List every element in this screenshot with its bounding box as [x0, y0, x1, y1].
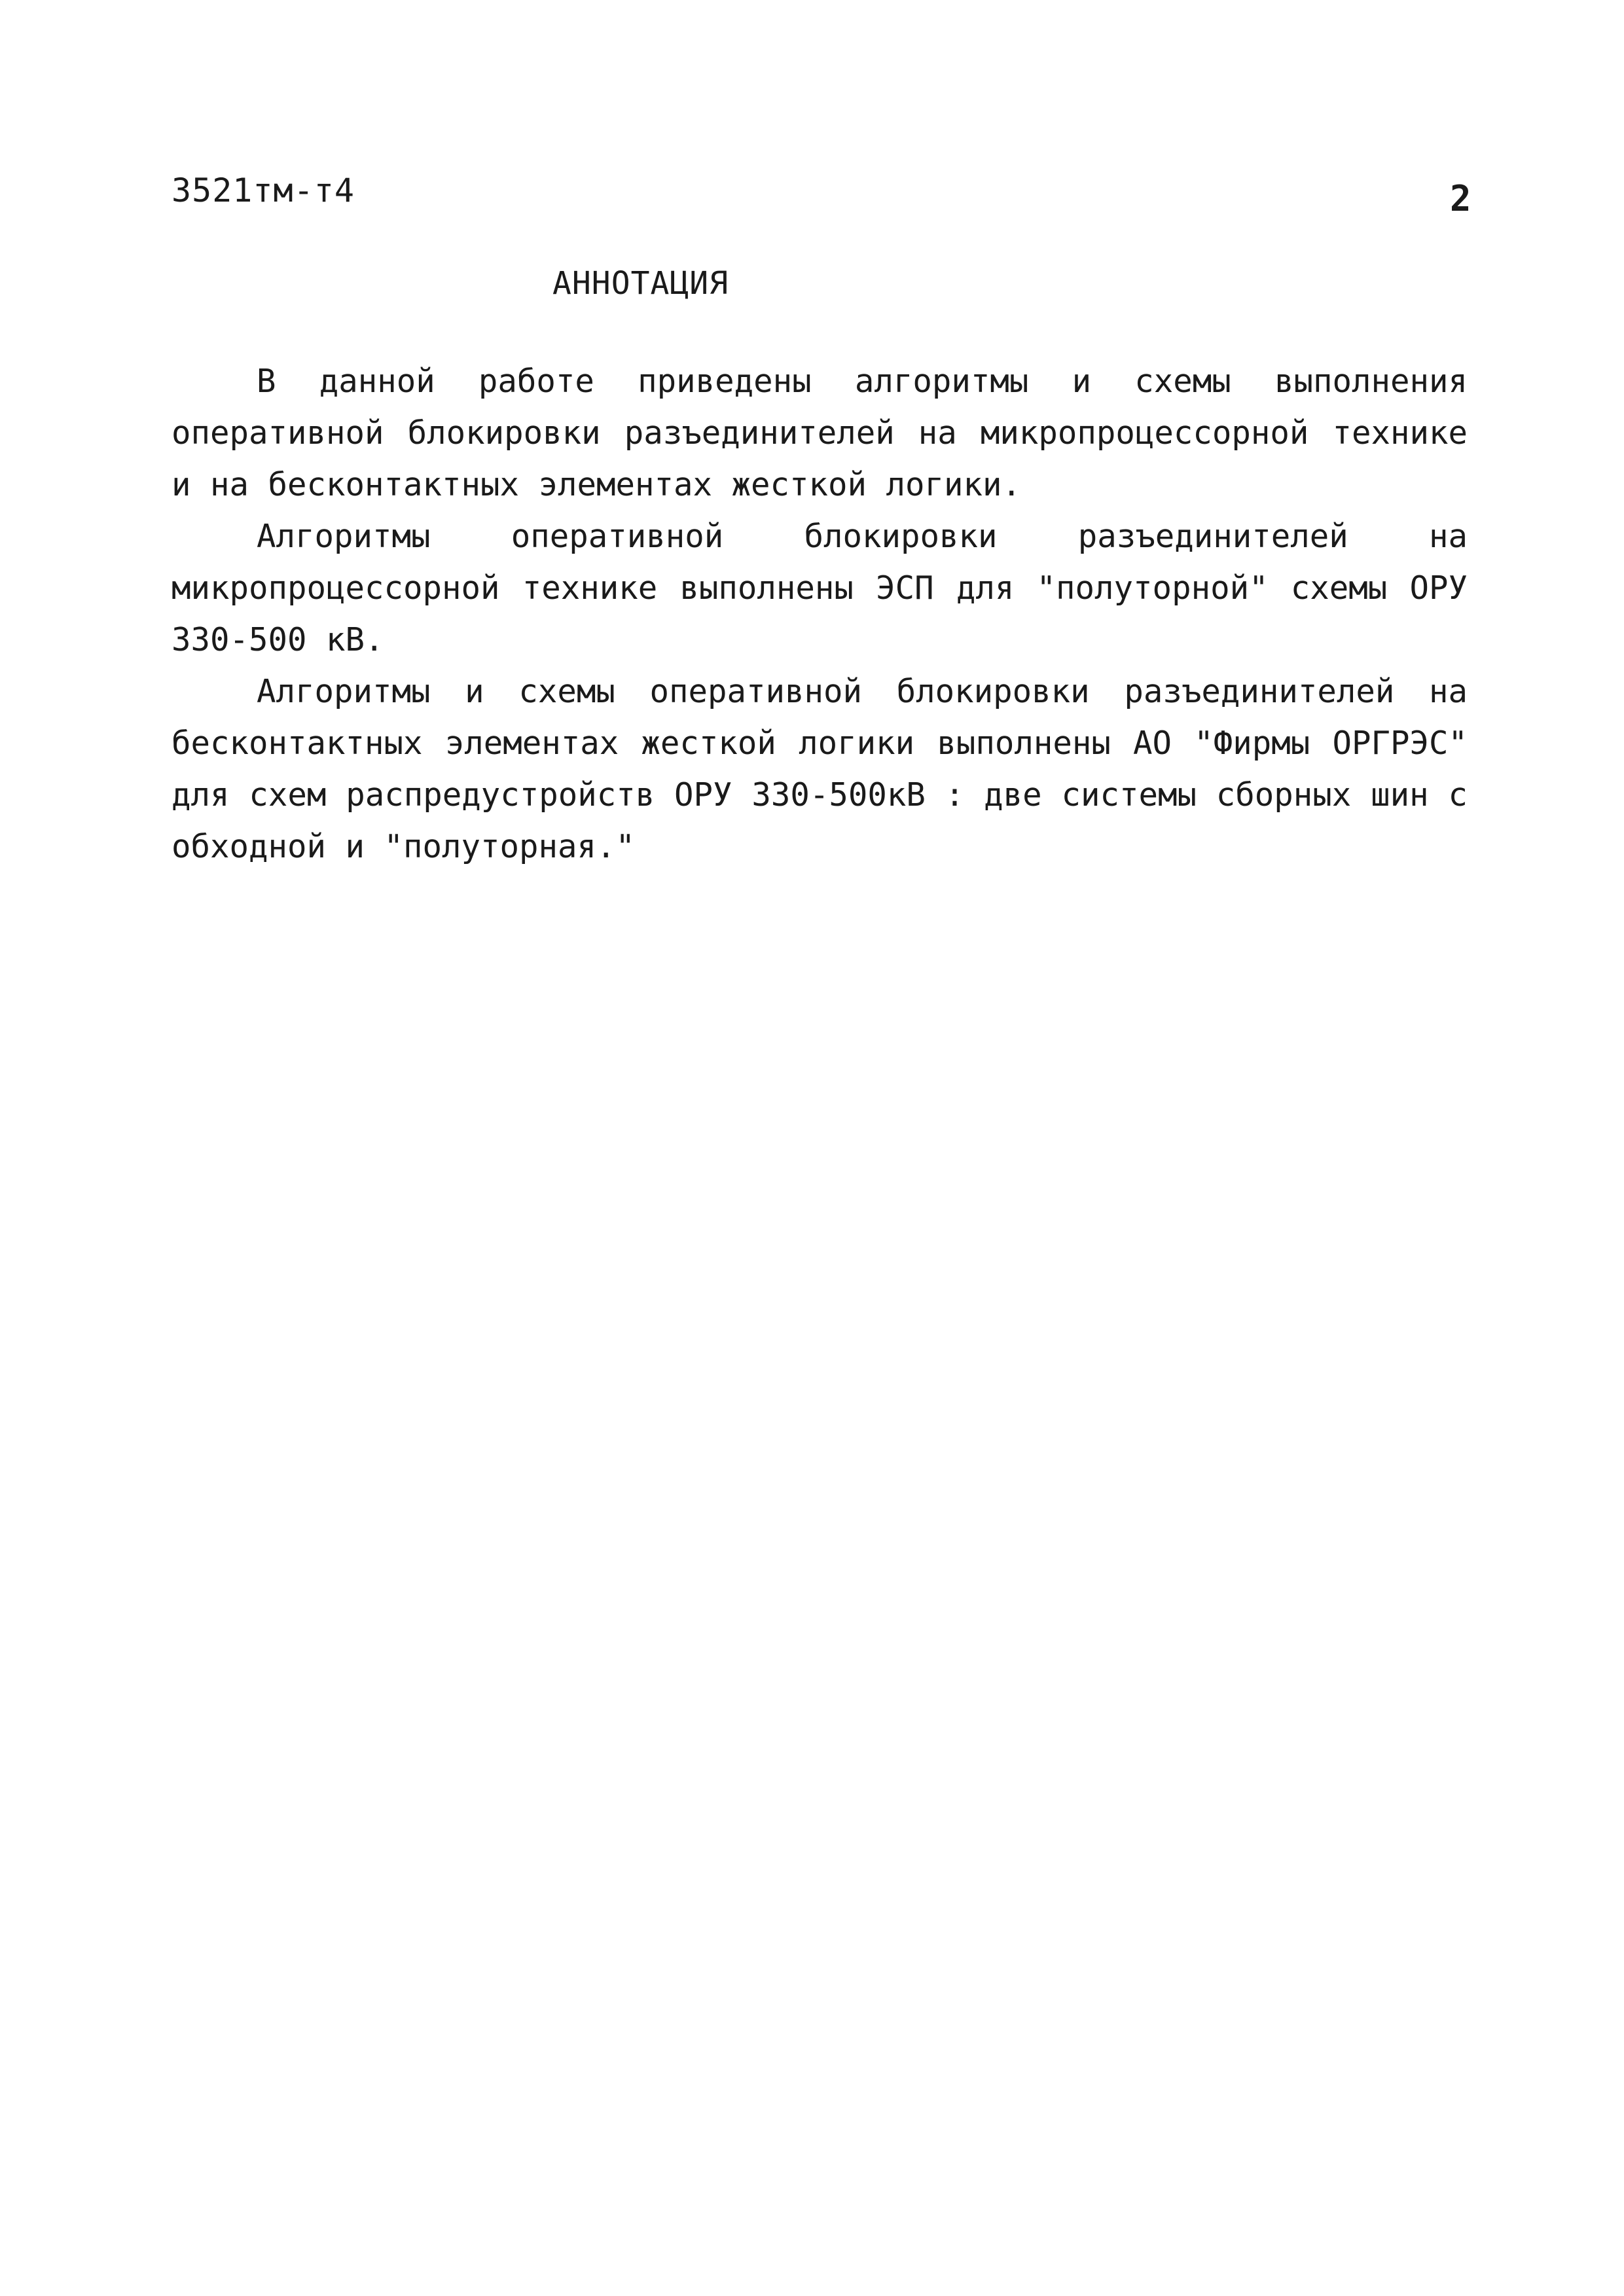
annotation-title: АННОТАЦИЯ	[552, 265, 729, 302]
document-code: 3521тм-т4	[171, 171, 355, 209]
paragraph-1: В данной работе приведены алгоритмы и схемы выполнения оперативной блокировки разъединителей на микропроцессорной технике и на бесконтактных элементах жесткой логики.	[171, 363, 1468, 503]
annotation-body	[171, 355, 1468, 872]
page-number: 2	[1450, 178, 1471, 219]
paragraph-2: Алгоритмы оперативной блокировки разъединителей на микропроцессорной технике выполнены ЭСП для "полуторной" схемы ОРУ 330-500 кВ.	[171, 518, 1468, 658]
paragraph-3: Алгоритмы и схемы оперативной блокировки разъединителей на бесконтактных элементах жесткой логики выполнены АО "Фирмы ОРГРЭС" для схем распредустройств ОРУ 330-500кВ : две системы сборных шин с обходной и "полуторная."	[171, 673, 1468, 865]
